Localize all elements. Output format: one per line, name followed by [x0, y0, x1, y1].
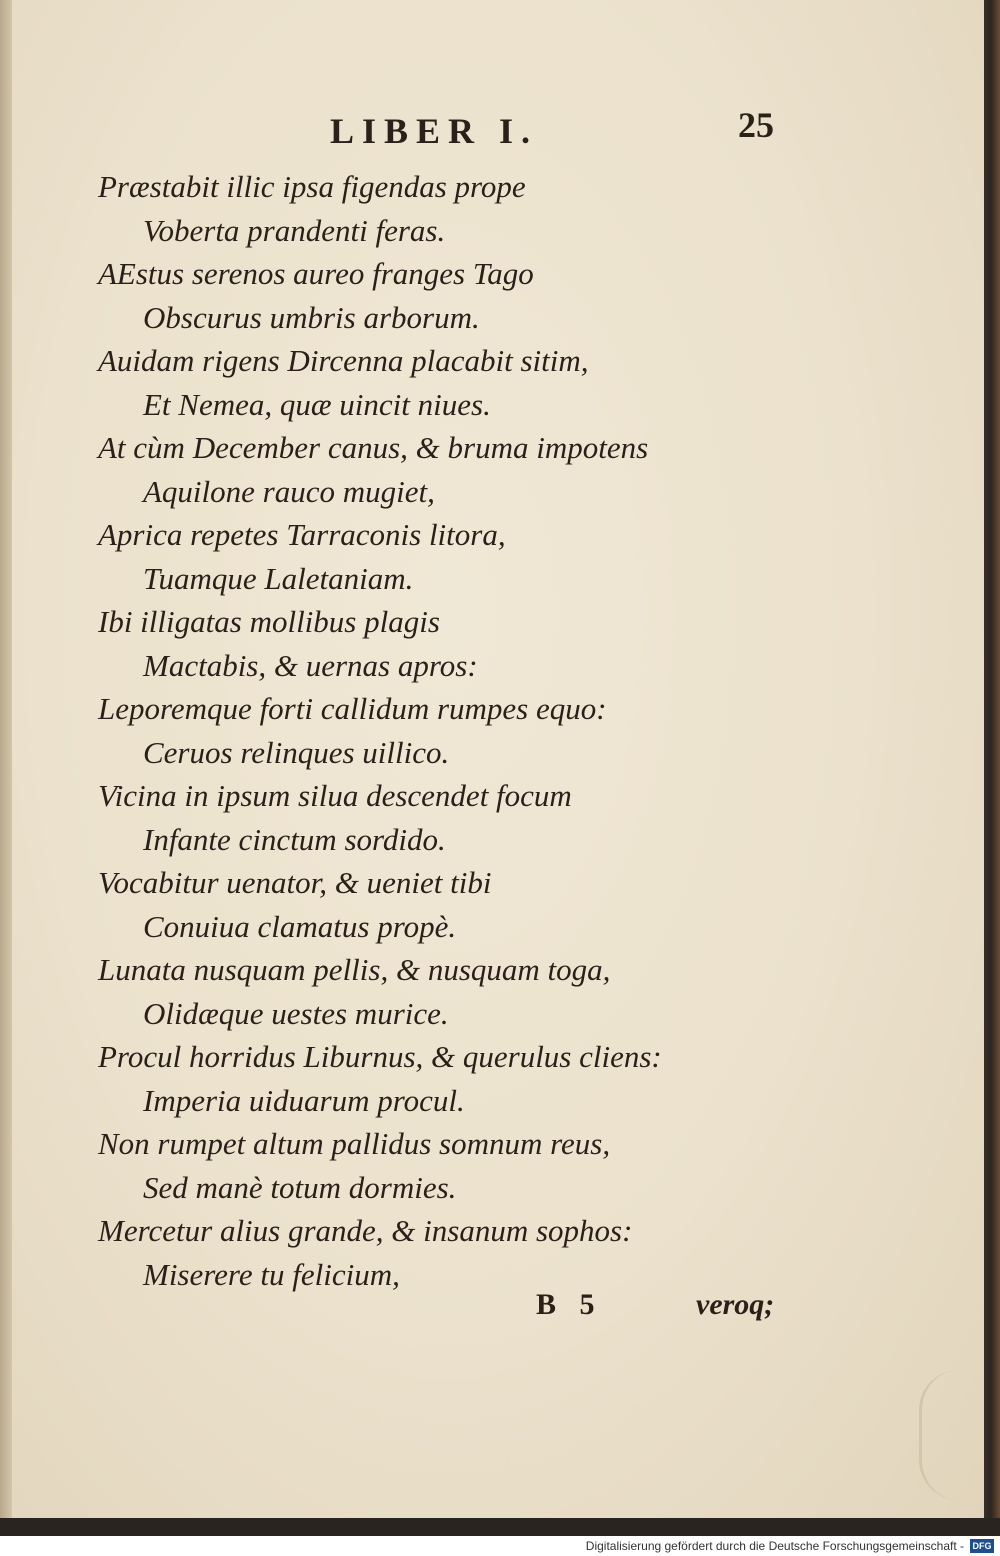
verse-line: Mercetur alius grande, & insanum sophos: — [98, 1213, 633, 1248]
verse-line: Præstabit illic ipsa figendas prope — [98, 169, 526, 204]
verse-line: Obscurus umbris arborum. — [143, 299, 480, 335]
footer-bar — [0, 1536, 1000, 1556]
running-head: LIBER I. — [330, 111, 539, 151]
verse-line: Ibi illigatas mollibus plagis — [98, 604, 440, 639]
verse-line: Non rumpet altum pallidus somnum reus, — [98, 1126, 611, 1161]
funding-notice: Digitalisierung gefördert durch die Deutsche Forschungsgemeinschaft - — [585, 1539, 964, 1553]
verse-line: Aprica repetes Tarraconis litora, — [98, 517, 506, 552]
page-number: 25 — [738, 105, 774, 145]
verse-line: Lunata nusquam pellis, & nusquam toga, — [98, 952, 611, 987]
verse-line: Infante cinctum sordido. — [143, 821, 446, 857]
verse-line: Voberta prandenti feras. — [143, 212, 446, 248]
verse-line: Sed manè totum dormies. — [143, 1169, 457, 1205]
verse-line: Auidam rigens Dircenna placabit sitim, — [98, 343, 589, 378]
verse-block — [98, 165, 758, 1296]
signature-mark: B 5 — [536, 1288, 603, 1321]
verse-line: Olidæque uestes murice. — [143, 995, 449, 1031]
verse-line: Miserere tu felicium, — [143, 1256, 400, 1292]
dfg-logo-icon: DFG — [970, 1539, 994, 1553]
verse-line: Aquilone rauco mugiet, — [143, 473, 435, 509]
verse-line: Mactabis, & uernas apros: — [143, 647, 478, 683]
verse-line: Ceruos relinques uillico. — [143, 734, 450, 770]
verse-line: At cùm December canus, & bruma impotens — [98, 430, 649, 465]
page-corner-curl — [919, 1370, 982, 1500]
page-right-edge — [984, 0, 1000, 1536]
verse-line: Procul horridus Liburnus, & querulus cliens: — [98, 1039, 662, 1074]
verse-line: AEstus serenos aureo franges Tago — [98, 256, 534, 291]
verse-line: Imperia uiduarum procul. — [143, 1082, 465, 1118]
verse-line: Vicina in ipsum silua descendet focum — [98, 778, 572, 813]
verse-line: Leporemque forti callidum rumpes equo: — [98, 691, 607, 726]
catchword: veroq; — [696, 1288, 775, 1321]
verse-line: Conuiua clamatus propè. — [143, 908, 457, 944]
page-bottom-edge — [0, 1518, 1000, 1536]
verse-line: Et Nemea, quæ uincit niues. — [143, 386, 491, 422]
verse-line: Tuamque Laletaniam. — [143, 560, 414, 596]
verse-line: Vocabitur uenator, & ueniet tibi — [98, 865, 492, 900]
